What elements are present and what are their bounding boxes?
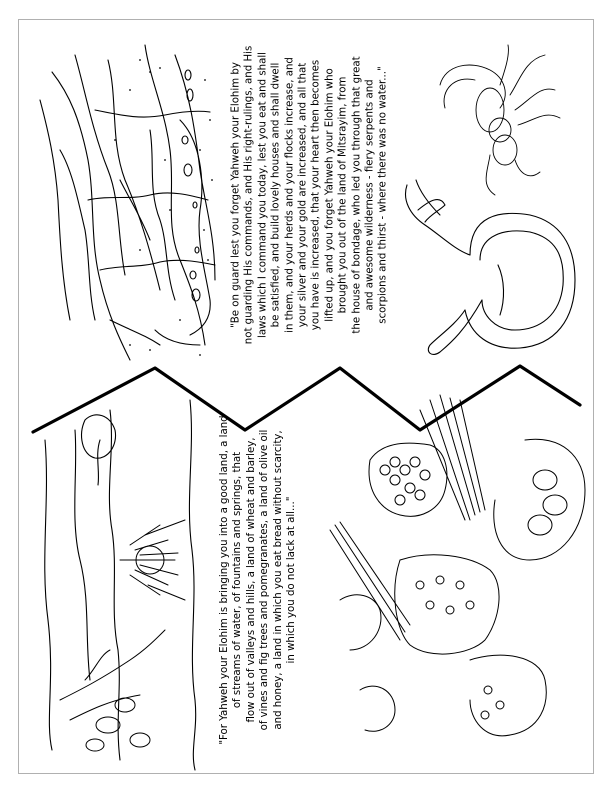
- verse-line: in them, and your herds and your flocks increase, and: [284, 57, 296, 333]
- verse-line: and awesome wilderness - fiery serpents and: [364, 79, 376, 311]
- verse-line: brought you out of the land of Mitsrayim, from: [337, 76, 349, 314]
- verse-line: scorpions and thirst - where there was no water...": [378, 66, 390, 324]
- produce-baskets-icon: [330, 395, 585, 736]
- verse-line: in which you do not lack at all...": [285, 496, 297, 664]
- zigzag-divider: [33, 366, 580, 432]
- verse-line: of vines and fig trees and pomegranates, a land of olive oil: [259, 429, 270, 731]
- verse-wilderness-text: [230, 46, 391, 345]
- verse-line: lifted up, and you forget Yahweh your Elohim who: [324, 68, 336, 322]
- palm-tree-icon: [120, 520, 185, 600]
- hills-landscape-icon: [45, 400, 196, 770]
- verse-line: be satisfied, and build lovely houses and shall dwell: [270, 62, 282, 328]
- cracked-desert-icon: [40, 45, 215, 360]
- verse-line: "For Yahweh your Elohim is bringing you into a good land, a land: [218, 415, 230, 745]
- olive-tree-icon: [60, 630, 165, 751]
- verse-good-land-text: [218, 415, 298, 744]
- verse-line: not guarding His commands, and His right-rulings, and His: [243, 45, 255, 345]
- verse-line: flow out of valleys and hills, a land of wheat and barley,: [245, 437, 257, 723]
- scorpion-icon: [440, 45, 560, 195]
- verse-line: the house of bondage, who led you through that great: [351, 56, 363, 334]
- serpent-icon: [406, 180, 575, 354]
- verse-line: your silver and your gold are increased, and all that: [297, 62, 309, 328]
- verse-line: you have is increased, that your heart then becomes: [311, 59, 322, 331]
- verse-line: laws which I command you today, lest you eat and shall: [257, 52, 269, 339]
- verse-line: of streams of water, of fountains and springs, that: [232, 451, 244, 709]
- verse-line: "Be on guard lest you forget Yahweh your Elohim by: [230, 62, 242, 328]
- verse-line: and honey, a land in which you eat bread without scarcity,: [272, 430, 284, 730]
